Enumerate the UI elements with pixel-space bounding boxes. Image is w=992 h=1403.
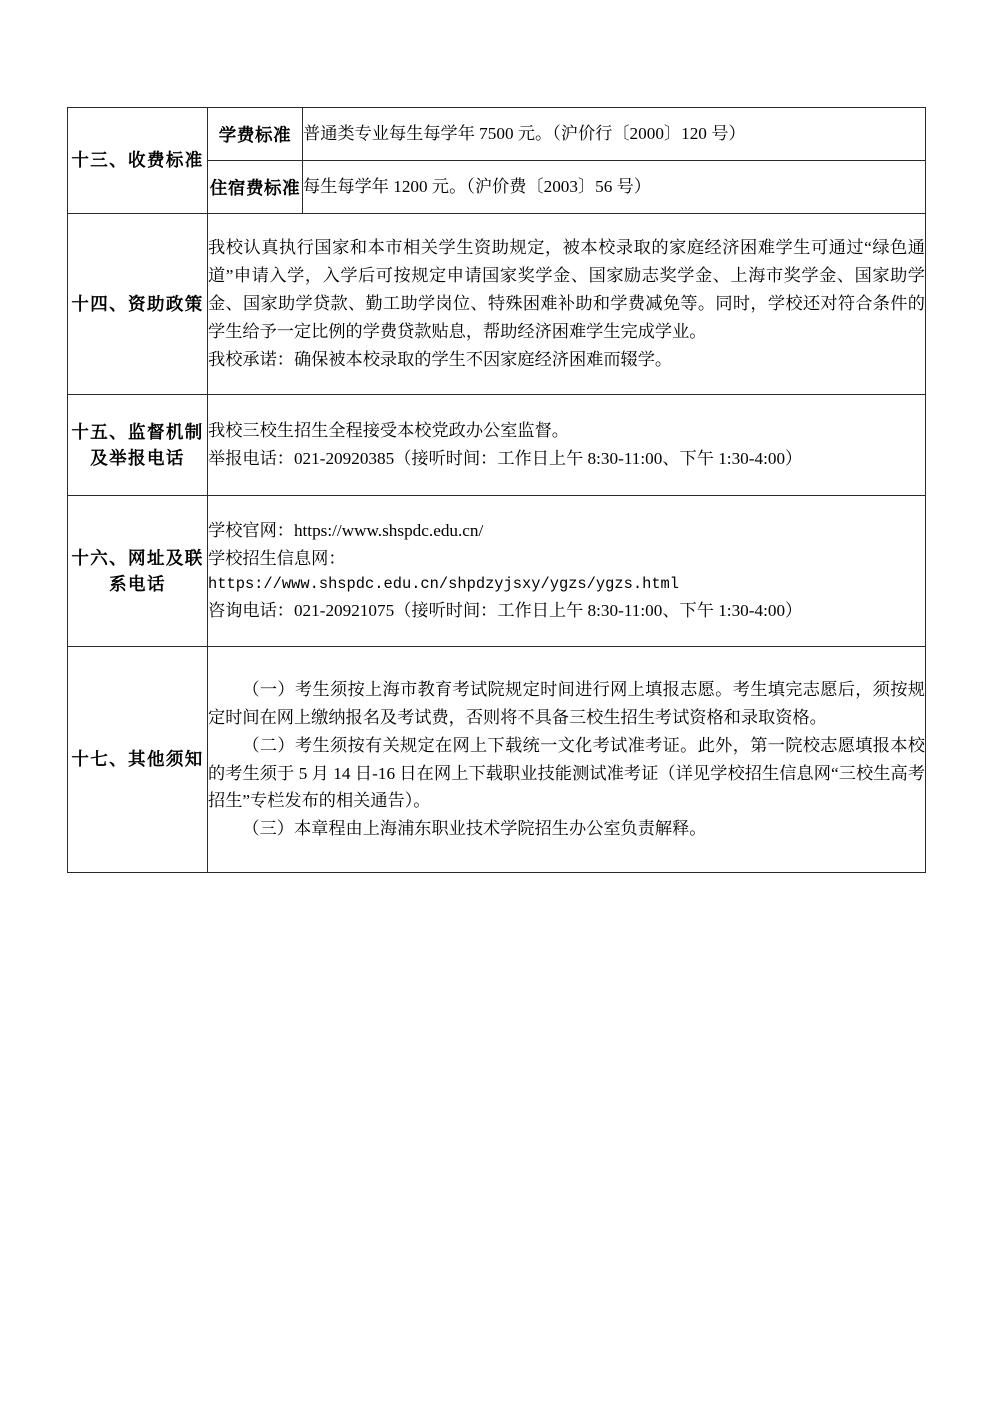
table-row — [68, 395, 926, 496]
admissions-info-table — [67, 107, 926, 873]
cell-website-contact-body — [208, 496, 926, 647]
row-label-financial-aid: 十四、资助政策 — [68, 214, 208, 395]
paragraph: 我校三校生招生全程接受本校党政办公室监督。 — [208, 421, 569, 441]
table-row — [68, 647, 926, 873]
note-item-2: （二）考生须按有关规定在网上下载统一文化考试准考证。此外，第一院校志愿填报本校的考生须于 5 月 14 日-16 日在网上下载职业技能测试准考证（详见学校招生信息网“三校生高考招生”专栏发布的相关通告）。 — [208, 735, 925, 811]
cell-accommodation-standard-value: 每生每学年 1200 元。（沪价费〔2003〕56 号） — [303, 161, 926, 214]
official-website-line: 学校官网：https://www.shspdc.edu.cn/ — [208, 520, 484, 540]
cell-supervision-body — [208, 395, 926, 496]
paragraph: 我校认真执行国家和本市相关学生资助规定，被本校录取的家庭经济困难学生可通过“绿色通道”申请入学，入学后可按规定申请国家奖学金、国家励志奖学金、上海市奖学金、国家助学金、国家助学贷款、勤工助学岗位、特殊困难补助和学费减免等。同时，学校还对符合条件的学生给予一定比例的学费贷款贴息，帮助经济困难学生完成学业。 — [208, 238, 925, 341]
paragraph: 我校承诺：确保被本校录取的学生不因家庭经济困难而辍学。 — [208, 349, 673, 369]
admissions-site-url: https://www.shspdc.edu.cn/shpdzyjsxy/ygzs/ygzs.html — [208, 575, 680, 594]
row-label-website-contact: 十六、网址及联系电话 — [68, 496, 208, 647]
cell-other-notes-body — [208, 647, 926, 873]
cell-tuition-standard-value: 普通类专业每生每学年 7500 元。（沪价行〔2000〕120 号） — [303, 108, 926, 161]
paragraph-report-phone: 举报电话：021-20920385（接听时间：工作日上午 8:30-11:00、下午 1:30-4:00） — [208, 449, 803, 468]
sublabel-accommodation-standard: 住宿费标准 — [208, 161, 303, 214]
note-item-3: （三）本章程由上海浦东职业技术学院招生办公室负责解释。 — [242, 819, 707, 839]
table-row — [68, 214, 926, 395]
row-label-supervision: 十五、监督机制及举报电话 — [68, 395, 208, 496]
row-label-fees: 十三、收费标准 — [68, 108, 208, 214]
sublabel-tuition-standard: 学费标准 — [208, 108, 303, 161]
cell-financial-aid-body — [208, 214, 926, 395]
row-label-other-notes: 十七、其他须知 — [68, 647, 208, 873]
note-item-1: （一）考生须按上海市教育考试院规定时间进行网上填报志愿。考生填完志愿后，须按规定时间在网上缴纳报名及考试费，否则将不具备三校生招生考试资格和录取资格。 — [208, 679, 925, 727]
table-row — [68, 108, 926, 161]
consult-phone-line: 咨询电话：021-20921075（接听时间：工作日上午 8:30-11:00、下午 1:30-4:00） — [208, 601, 803, 621]
table-row — [68, 496, 926, 647]
admissions-site-label: 学校招生信息网： — [208, 548, 346, 568]
